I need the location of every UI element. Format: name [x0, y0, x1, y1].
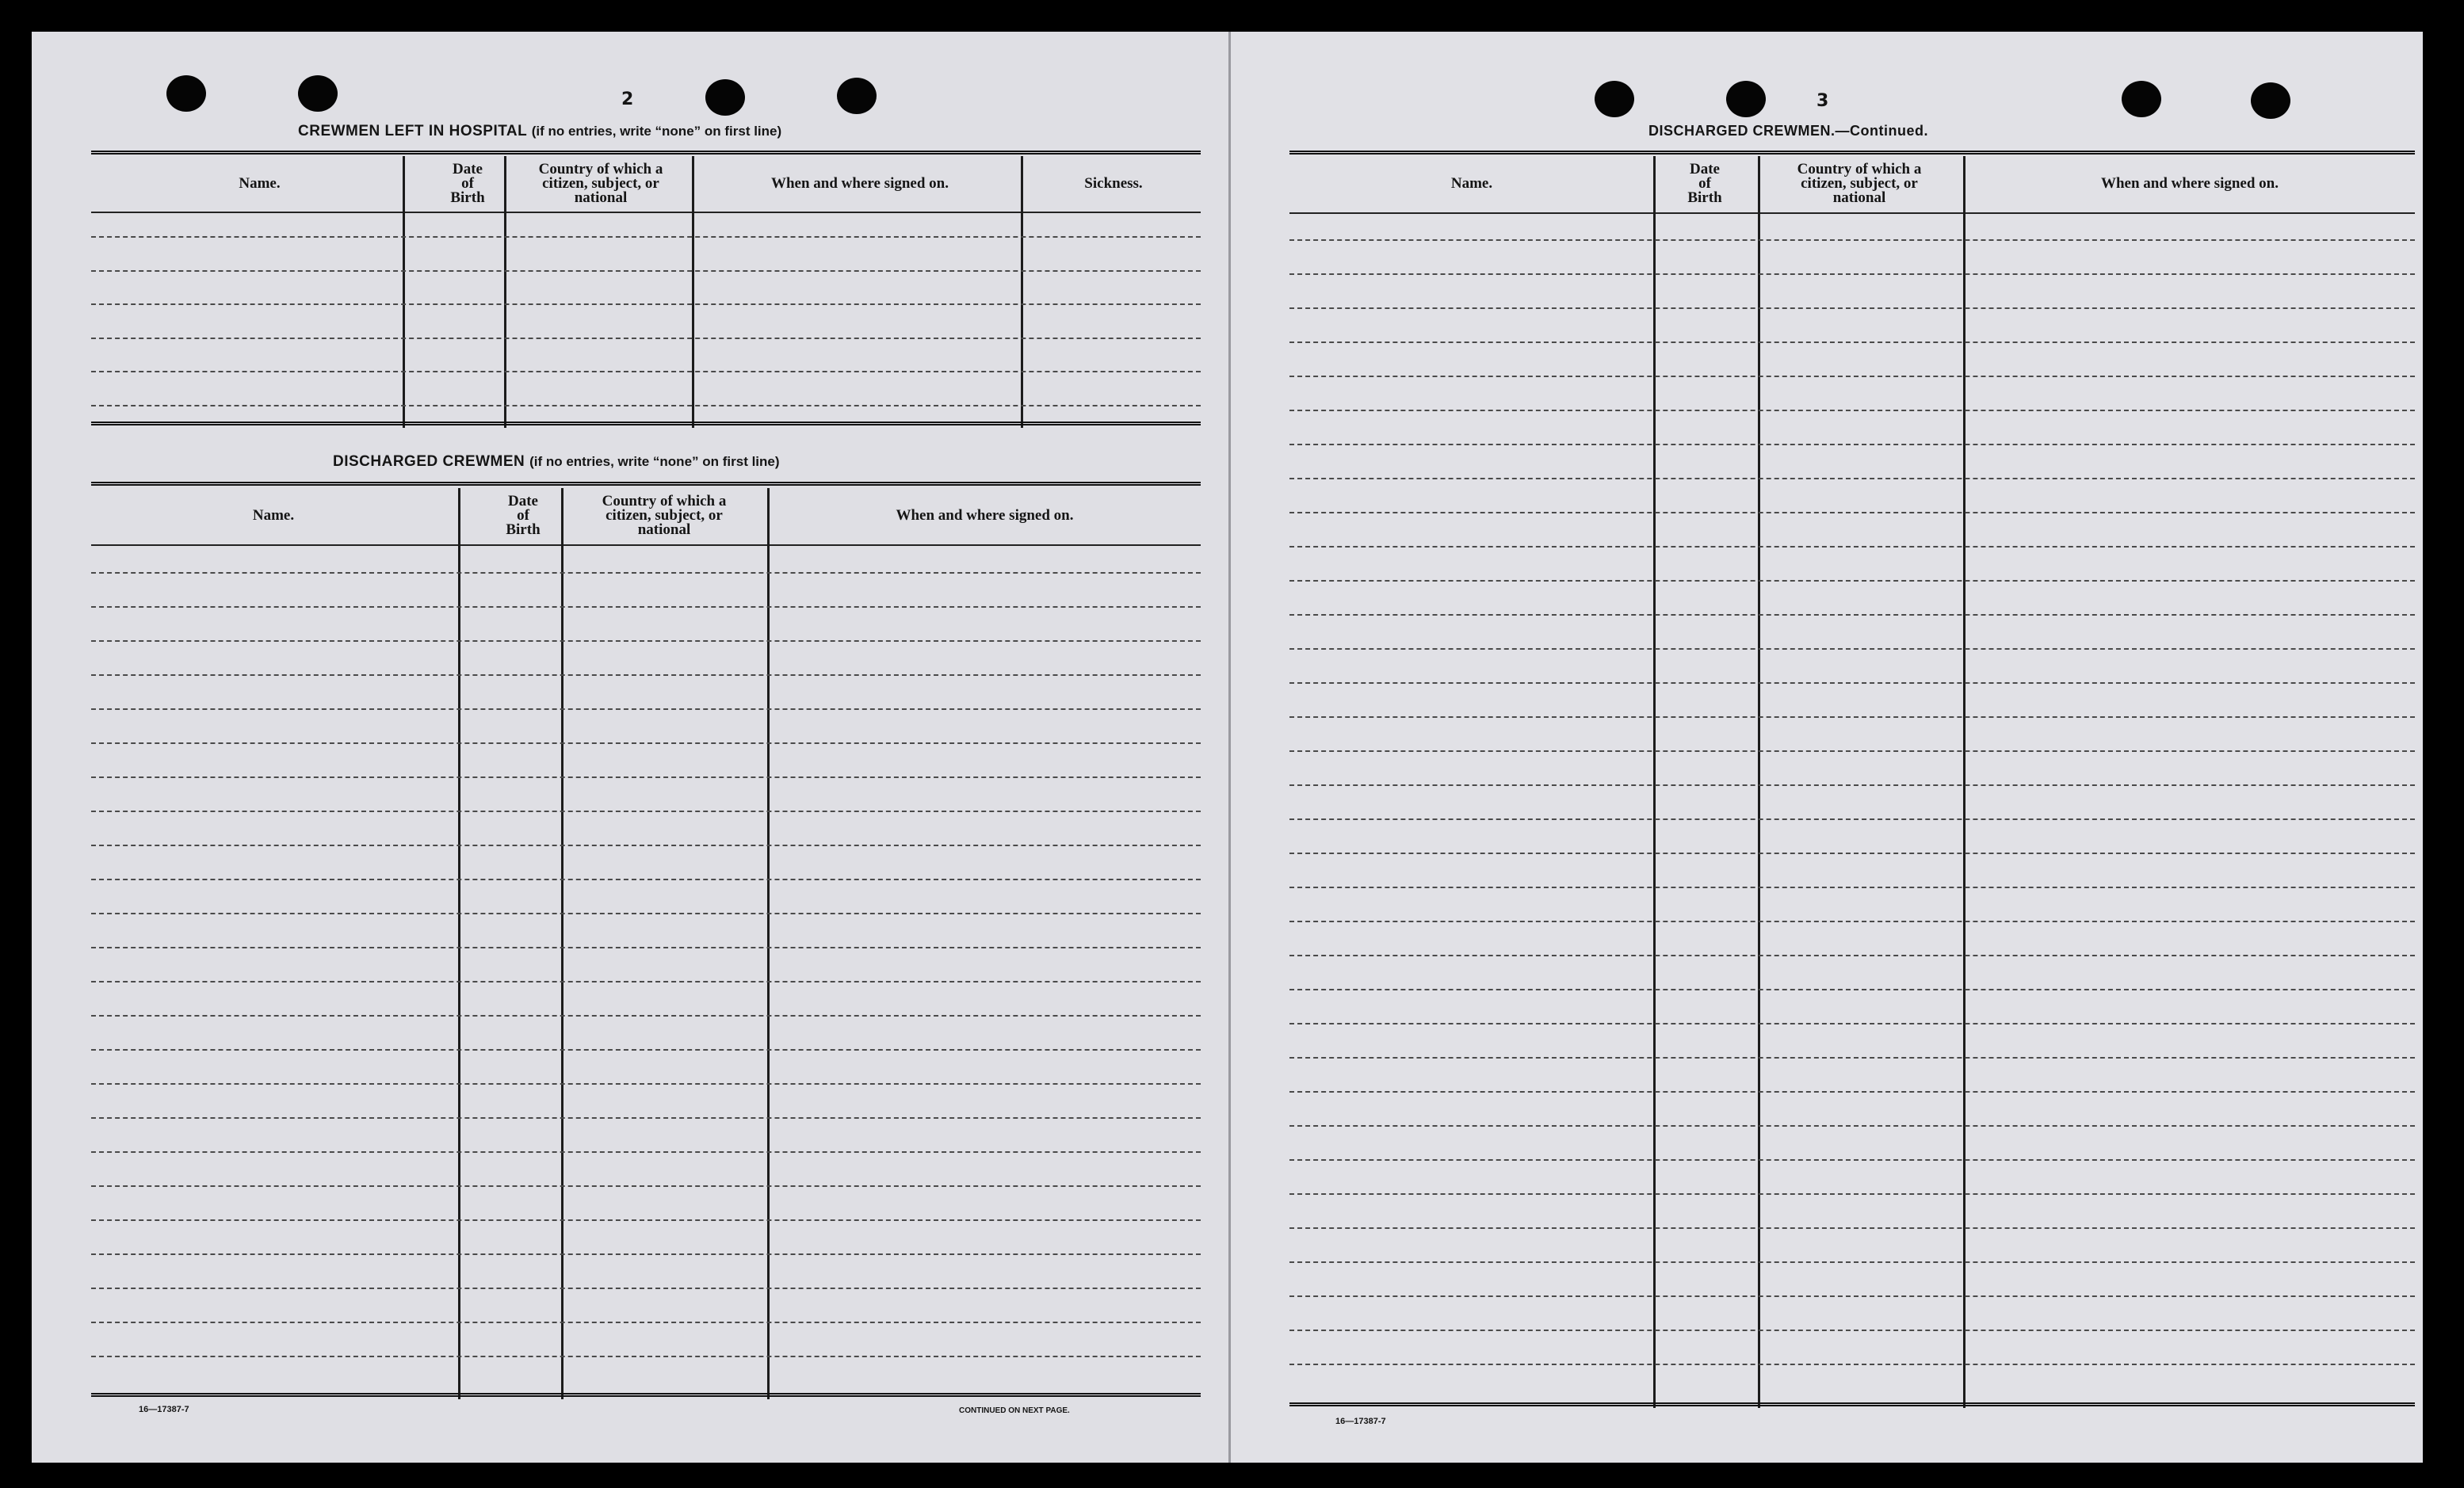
entry-line	[1289, 750, 2415, 752]
entry-line	[91, 708, 1201, 710]
entry-line	[91, 1322, 1201, 1323]
hospital-col-name: Name.	[239, 175, 281, 192]
entry-line	[91, 303, 1201, 305]
hospital-col-country: Country of which a citizen, subject, or national	[538, 161, 663, 206]
continued-note: CONTINUED ON NEXT PAGE.	[959, 1406, 1070, 1415]
entry-line	[91, 776, 1201, 778]
entry-line	[1289, 887, 2415, 888]
entry-line	[91, 913, 1201, 914]
hospital-subtitle: (if no entries, write “none” on first line)	[531, 124, 782, 139]
discharged-col-country: Country of which a citizen, subject, or national	[602, 493, 727, 538]
page-number: 2	[621, 90, 634, 109]
continued-bottom-rule	[1289, 1402, 2415, 1406]
entry-line	[1289, 1295, 2415, 1297]
entry-line	[1289, 1193, 2415, 1195]
hospital-col-dob: Date of Birth	[450, 161, 485, 206]
entry-line	[1289, 853, 2415, 854]
form-number: 16—17387-7	[139, 1405, 189, 1414]
entry-line	[91, 640, 1201, 642]
continued-col-signed-on: When and where signed on.	[2100, 175, 2279, 192]
entry-line	[91, 572, 1201, 574]
discharged-col-divider	[767, 488, 770, 1399]
discharged-header-rule	[91, 544, 1201, 546]
entry-line	[1289, 376, 2415, 377]
entry-line	[91, 1117, 1201, 1119]
entry-line	[1289, 1227, 2415, 1229]
right-page	[1231, 32, 2423, 1463]
punch-hole	[1726, 81, 1766, 117]
hospital-col-divider	[403, 156, 405, 428]
entry-line	[91, 1015, 1201, 1017]
entry-line	[1289, 614, 2415, 616]
entry-line	[91, 606, 1201, 608]
entry-line	[1289, 1159, 2415, 1161]
entry-line	[1289, 648, 2415, 650]
entry-line	[1289, 784, 2415, 786]
entry-line	[91, 845, 1201, 846]
discharged-col-signed-on: When and where signed on.	[896, 507, 1074, 524]
hospital-header-rule	[91, 212, 1201, 213]
entry-line	[1289, 955, 2415, 956]
entry-line	[1289, 682, 2415, 684]
hospital-title-text: CREWMEN LEFT IN HOSPITAL	[298, 123, 527, 139]
discharged-continued-title: DISCHARGED CREWMEN.—Continued.	[1648, 123, 1928, 139]
entry-line	[1289, 1261, 2415, 1263]
continued-col-country: Country of which a citizen, subject, or national	[1797, 161, 1922, 206]
entry-line	[91, 338, 1201, 339]
entry-line	[91, 811, 1201, 812]
punch-hole	[166, 75, 206, 112]
entry-line	[91, 270, 1201, 272]
hospital-bottom-rule	[91, 422, 1201, 425]
entry-line	[1289, 546, 2415, 548]
hospital-col-divider	[1021, 156, 1023, 428]
punch-hole	[705, 79, 745, 116]
entry-line	[91, 1151, 1201, 1153]
discharged-col-divider	[458, 488, 460, 1399]
entry-line	[1289, 716, 2415, 718]
entry-line	[1289, 307, 2415, 309]
continued-col-divider	[1963, 156, 1965, 1408]
entry-line	[91, 236, 1201, 238]
left-page	[32, 32, 1228, 1463]
punch-hole	[2122, 81, 2161, 117]
discharged-col-dob: Date of Birth	[506, 493, 541, 538]
punch-hole	[2251, 82, 2290, 119]
hospital-col-divider	[504, 156, 506, 428]
continued-col-name: Name.	[1450, 175, 1493, 192]
hospital-col-signed-on: When and where signed on.	[770, 175, 949, 192]
entry-line	[91, 1219, 1201, 1221]
entry-line	[91, 981, 1201, 982]
entry-line	[1289, 989, 2415, 990]
discharged-top-rule	[91, 482, 1201, 486]
discharged-section-title	[333, 453, 780, 471]
entry-line	[91, 947, 1201, 948]
entry-line	[1289, 273, 2415, 275]
hospital-col-sickness: Sickness.	[1084, 175, 1143, 192]
entry-line	[91, 405, 1201, 406]
entry-line	[91, 1083, 1201, 1085]
entry-line	[91, 1356, 1201, 1357]
entry-line	[1289, 1330, 2415, 1331]
continued-col-divider	[1758, 156, 1760, 1408]
continued-header-rule	[1289, 212, 2415, 214]
entry-line	[1289, 239, 2415, 241]
entry-line	[1289, 1091, 2415, 1093]
punch-hole	[1595, 81, 1634, 117]
entry-line	[91, 674, 1201, 676]
hospital-section-title	[298, 123, 781, 140]
entry-line	[91, 1185, 1201, 1187]
entry-line	[91, 1049, 1201, 1051]
form-number: 16—17387-7	[1335, 1417, 1386, 1426]
discharged-title-text: DISCHARGED CREWMEN	[333, 453, 525, 470]
entry-line	[1289, 512, 2415, 513]
entry-line	[1289, 1023, 2415, 1024]
hospital-col-divider	[692, 156, 694, 428]
entry-line	[1289, 444, 2415, 445]
entry-line	[1289, 478, 2415, 479]
discharged-bottom-rule	[91, 1393, 1201, 1397]
page-number: 3	[1816, 91, 1829, 111]
entry-line	[91, 879, 1201, 880]
discharged-col-divider	[561, 488, 563, 1399]
entry-line	[91, 1288, 1201, 1289]
continued-col-dob: Date of Birth	[1687, 161, 1722, 206]
entry-line	[1289, 1364, 2415, 1365]
entry-line	[1289, 818, 2415, 820]
continued-col-divider	[1653, 156, 1656, 1408]
punch-hole	[298, 75, 338, 112]
entry-line	[91, 1253, 1201, 1255]
entry-line	[1289, 341, 2415, 343]
continued-top-rule	[1289, 151, 2415, 155]
entry-line	[1289, 410, 2415, 411]
punch-hole	[837, 78, 877, 114]
entry-line	[1289, 1057, 2415, 1059]
hospital-top-rule	[91, 151, 1201, 155]
discharged-subtitle: (if no entries, write “none” on first line)	[529, 454, 780, 469]
entry-line	[1289, 1125, 2415, 1127]
discharged-col-name: Name.	[252, 507, 295, 524]
entry-line	[91, 371, 1201, 372]
entry-line	[1289, 580, 2415, 582]
entry-line	[91, 742, 1201, 744]
entry-line	[1289, 921, 2415, 922]
